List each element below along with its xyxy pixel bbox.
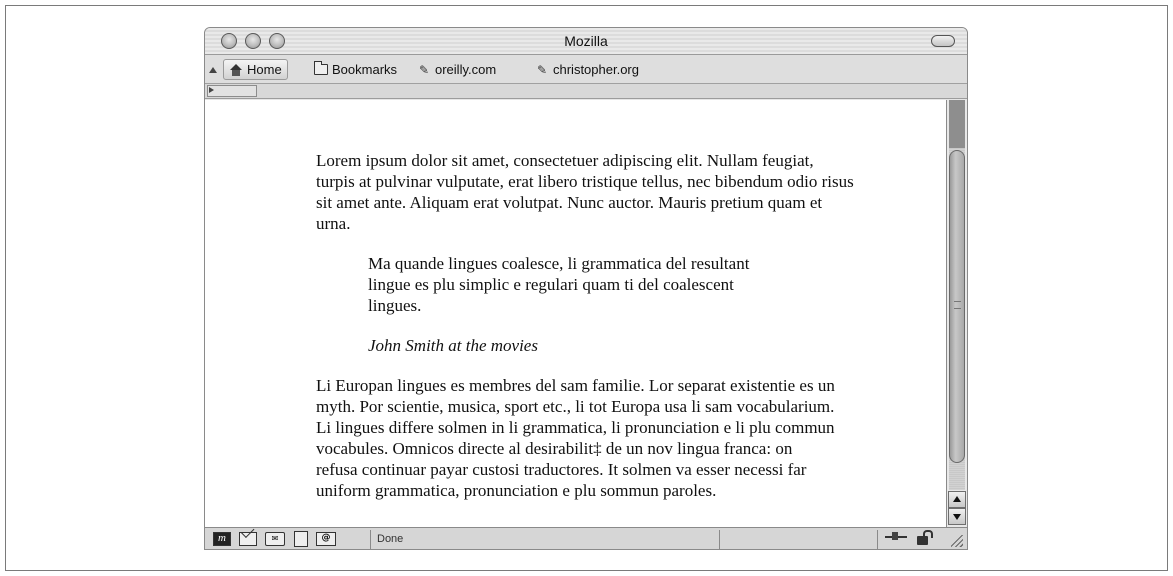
bookmark-oreilly[interactable] <box>414 59 501 80</box>
address-book-icon[interactable]: @ <box>316 532 336 546</box>
online-connection-icon[interactable] <box>885 536 907 542</box>
bookmark-christopher[interactable] <box>532 59 644 80</box>
resize-grip-icon[interactable] <box>951 535 963 547</box>
bookmark-link-icon: ✎ <box>537 62 548 77</box>
collapsed-toolbar-tab[interactable] <box>207 85 257 97</box>
home-button[interactable] <box>223 59 288 80</box>
personal-toolbar <box>205 55 967 84</box>
bookmark-oreilly-label: oreilly.com <box>435 62 497 77</box>
vertical-scrollbar[interactable] <box>946 100 967 527</box>
composer-icon[interactable] <box>294 531 308 547</box>
scrollbar-thumb[interactable] <box>949 150 965 463</box>
status-divider <box>719 530 720 549</box>
paragraph: Li Europan lingues es membres del sam familie. Lor separat existentie es un myth. Por scientie, musica, sport etc., li tot Europa usa li sam vocabularium. Li lingues differe solmen in li grammatica, li pronunciation e li plu commun vocabules. Omnicos directe al desirabilit‡ de un nov lingua franca: on refusa continuar payar custosi traductores. It solmen va esser necessi far uniform grammatica, pronunciation e plu sommun paroles. <box>316 376 835 500</box>
scroll-up-button[interactable] <box>948 491 966 508</box>
status-divider <box>877 530 878 549</box>
home-label: Home <box>247 62 282 77</box>
paragraph: Lorem ipsum dolor sit amet, consectetuer adipiscing elit. Nullam feugiat, turpis at pulvinar vulputate, erat libero tristique tellus, nec bibendum odio risus sit amet ante. Aliquam erat volutpat. Nunc auctor. Mauris pretium quam et urna. <box>316 151 854 233</box>
scroll-down-button[interactable] <box>948 508 966 525</box>
folder-icon <box>314 64 328 75</box>
status-bar <box>205 527 967 550</box>
title-bar[interactable] <box>205 28 967 55</box>
collapsed-toolbar-strip[interactable] <box>205 84 967 99</box>
bookmark-link-icon: ✎ <box>419 62 430 77</box>
browser-window <box>204 27 968 550</box>
bookmarks-menu[interactable] <box>309 59 402 80</box>
home-icon <box>229 64 243 76</box>
toolbar-toggle-button[interactable] <box>931 35 955 47</box>
citation: John Smith at the movies <box>368 336 538 355</box>
bookmark-christopher-label: christopher.org <box>553 62 639 77</box>
expand-toolbar-icon[interactable] <box>209 87 214 93</box>
scrollbar-track-top[interactable] <box>949 100 965 148</box>
collapse-toolbar-icon[interactable] <box>209 67 217 73</box>
bookmarks-label: Bookmarks <box>332 62 398 77</box>
news-icon[interactable]: ✉ <box>265 532 285 546</box>
mozilla-icon[interactable]: m <box>213 532 231 546</box>
page-content <box>205 100 946 527</box>
status-divider <box>370 530 371 549</box>
security-lock-icon[interactable] <box>917 536 928 545</box>
status-text: Done <box>377 533 404 545</box>
blockquote: Ma quande lingues coalesce, li grammatica del resultant lingue es plu simplic e regulari quam ti del coalescent lingues. <box>368 254 750 315</box>
scrollbar-grip-icon <box>954 301 961 309</box>
window-title: Mozilla <box>564 33 608 49</box>
mail-icon[interactable] <box>239 532 257 546</box>
